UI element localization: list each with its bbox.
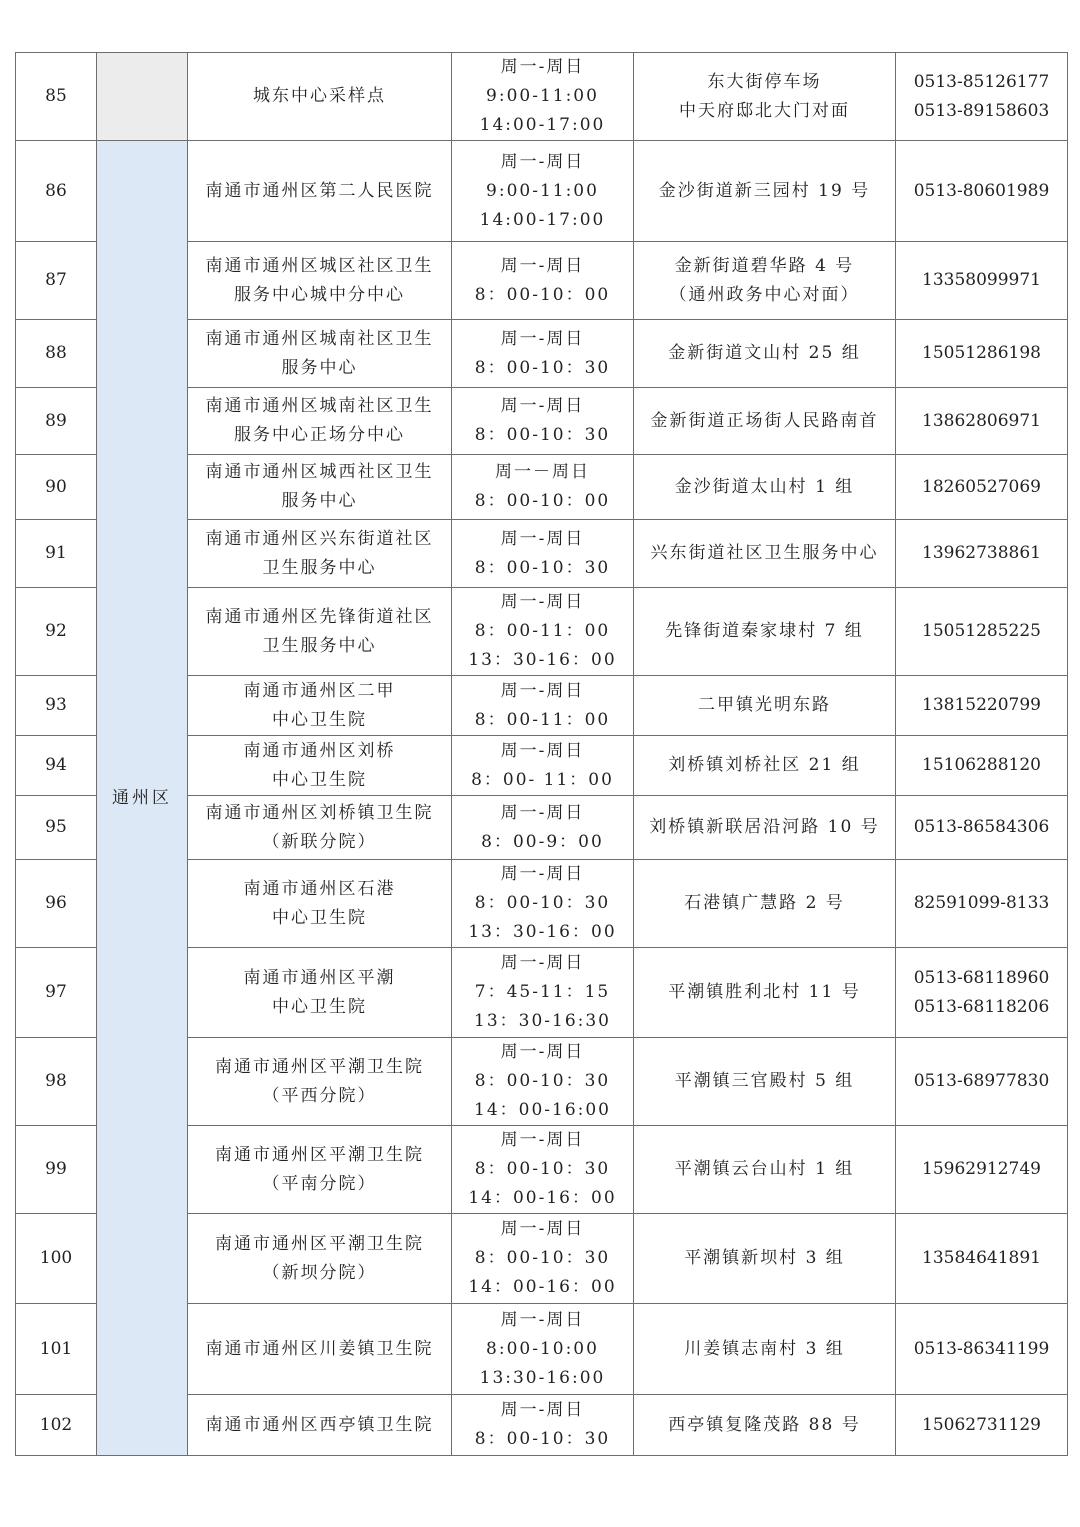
sampling-hours-line: 13：30-16:30 [474, 1011, 611, 1031]
row-number: 88 [16, 320, 97, 388]
site-name [188, 1038, 452, 1126]
contact-phone [896, 1395, 1068, 1456]
sampling-hours-line: 14：00-16：00 [468, 1277, 617, 1297]
site-address-line: 金新街道正场街人民路南首 [650, 410, 879, 431]
sampling-hours [452, 588, 634, 676]
site-address-line: 平潮镇胜利北村 11 号 [668, 982, 861, 1002]
row-number: 95 [16, 796, 97, 860]
site-name [188, 796, 452, 860]
row-number: 102 [16, 1395, 97, 1456]
site-name-line: 南通市通州区刘桥镇卫生院 [205, 802, 434, 823]
row-number: 97 [16, 948, 97, 1038]
site-name-line: 服务中心正场分中心 [234, 425, 405, 445]
site-name-line: 中心卫生院 [272, 769, 367, 790]
sampling-hours [452, 1395, 634, 1456]
sampling-hours-line: 14：00-16：00 [468, 1188, 617, 1208]
site-name-line: 南通市通州区城西社区卫生 [205, 462, 434, 482]
sampling-hours-line: 周一-周日 [500, 680, 585, 701]
site-address-line: 川姜镇志南村 3 组 [684, 1338, 845, 1359]
row-number: 89 [16, 388, 97, 455]
sampling-hours-line: 周一-周日 [500, 151, 585, 172]
sampling-hours [452, 1126, 634, 1214]
site-address-line: 先锋街道秦家埭村 7 组 [665, 621, 864, 641]
row-number: 99 [16, 1126, 97, 1214]
contact-phone-line: 0513-86341199 [913, 1338, 1050, 1359]
site-address [634, 588, 896, 676]
site-address [634, 948, 896, 1038]
site-name [188, 455, 452, 520]
sampling-hours [452, 53, 634, 141]
contact-phone [896, 388, 1068, 455]
sampling-hours-line: 周一-周日 [500, 802, 585, 823]
site-address-line: 平潮镇新坝村 3 组 [684, 1248, 845, 1268]
site-address-line: 刘桥镇刘桥社区 21 组 [668, 755, 861, 775]
contact-phone-line: 15051286198 [922, 343, 1041, 363]
site-name-line: 南通市通州区城南社区卫生 [205, 328, 434, 349]
sampling-hours [452, 455, 634, 520]
district-cell: 通州区 [97, 141, 188, 1456]
sampling-hours-line: 8：00-10：30 [474, 557, 611, 578]
district-cell [97, 53, 188, 141]
site-name-line: 卫生服务中心 [262, 635, 377, 656]
site-name-line: 南通市通州区石港 [243, 878, 396, 899]
site-address-line: 东大街停车场 [707, 71, 822, 92]
site-name [188, 141, 452, 242]
contact-phone [896, 1038, 1068, 1126]
site-address [634, 860, 896, 948]
site-address-line: （通州政务中心对面） [669, 284, 860, 305]
site-name [188, 588, 452, 676]
sampling-hours [452, 320, 634, 388]
contact-phone-line: 15106288120 [922, 755, 1041, 775]
sampling-hours-line: 周一-周日 [500, 1130, 585, 1150]
sampling-hours-line: 周一-周日 [500, 528, 585, 549]
contact-phone [896, 860, 1068, 948]
site-name [188, 676, 452, 736]
contact-phone-line: 15062731129 [922, 1414, 1041, 1435]
sampling-hours-line: 周一-周日 [500, 1042, 585, 1062]
sampling-hours-line: 13:30-16:00 [479, 1367, 606, 1388]
contact-phone-line: 0513-68977830 [913, 1071, 1050, 1091]
site-name-line: 南通市通州区刘桥 [243, 740, 396, 761]
row-number: 94 [16, 736, 97, 796]
site-address-line: 平潮镇三官殿村 5 组 [674, 1071, 855, 1091]
site-address [634, 1214, 896, 1304]
site-name [188, 242, 452, 320]
site-address [634, 455, 896, 520]
sampling-hours-line: 8：00-11：00 [474, 709, 611, 730]
contact-phone-line: 0513-68118960 [913, 967, 1050, 988]
site-name [188, 1304, 452, 1395]
sampling-hours [452, 1214, 634, 1304]
site-address [634, 1395, 896, 1456]
sampling-hours-line: 8：00-10：30 [474, 1071, 611, 1091]
site-name-line: 服务中心城中分中心 [234, 284, 405, 305]
sampling-hours [452, 796, 634, 860]
row-number: 93 [16, 676, 97, 736]
sampling-hours-line: 8：00- 11：00 [471, 769, 614, 790]
contact-phone [896, 242, 1068, 320]
contact-phone [896, 1126, 1068, 1214]
table-row [16, 53, 1068, 141]
site-address [634, 676, 896, 736]
row-number: 100 [16, 1214, 97, 1304]
site-address [634, 796, 896, 860]
sampling-hours [452, 736, 634, 796]
sampling-hours-line: 周一-周日 [500, 592, 585, 612]
sampling-hours-line: 8：00-10：00 [474, 284, 611, 305]
contact-phone [896, 1214, 1068, 1304]
site-name-line: 中心卫生院 [272, 996, 367, 1017]
site-name-line: 卫生服务中心 [262, 557, 377, 578]
site-name-line: 南通市通州区川姜镇卫生院 [205, 1338, 434, 1359]
site-name-line: （平南分院） [262, 1173, 377, 1194]
sampling-hours-line: 周一-周日 [500, 864, 585, 884]
site-name-line: 城东中心采样点 [253, 86, 386, 106]
row-number: 101 [16, 1304, 97, 1395]
sampling-hours-line: 8：00-11：00 [474, 621, 611, 641]
sampling-hours [452, 520, 634, 588]
site-address [634, 141, 896, 242]
contact-phone [896, 796, 1068, 860]
site-name-line: 中心卫生院 [272, 907, 367, 928]
sampling-hours [452, 1038, 634, 1126]
contact-phone-line: 15051285225 [922, 621, 1041, 641]
contact-phone-line: 0513-68118206 [913, 996, 1050, 1017]
row-number: 98 [16, 1038, 97, 1126]
site-name-line: 南通市通州区城南社区卫生 [205, 396, 434, 416]
contact-phone-line: 13584641891 [922, 1248, 1041, 1268]
contact-phone [896, 455, 1068, 520]
table-body [16, 53, 1068, 1456]
sampling-hours [452, 676, 634, 736]
sampling-hours-line: 周一-周日 [500, 953, 585, 973]
contact-phone-line: 13358099971 [922, 270, 1041, 290]
contact-phone [896, 520, 1068, 588]
sampling-hours-line: 13：30-16：00 [468, 922, 617, 942]
site-name [188, 520, 452, 588]
site-name [188, 948, 452, 1038]
row-number: 91 [16, 520, 97, 588]
site-name-line: （新联分院） [262, 831, 377, 852]
contact-phone-line: 0513-80601989 [913, 180, 1050, 201]
site-address [634, 1038, 896, 1126]
site-name-line: 南通市通州区第二人民医院 [205, 180, 434, 201]
sampling-hours-line: 周一-周日 [500, 740, 585, 761]
site-name [188, 1395, 452, 1456]
sampling-hours-line: 8：00-9：00 [481, 831, 604, 852]
sampling-hours-line: 9:00-11:00 [486, 86, 599, 106]
site-name [188, 388, 452, 455]
row-number: 86 [16, 141, 97, 242]
site-name-line: 南通市通州区先锋街道社区 [205, 606, 434, 627]
site-address-line: 兴东街道社区卫生服务中心 [650, 543, 879, 563]
site-name-line: 服务中心 [281, 357, 358, 378]
sampling-hours-line: 周一-周日 [500, 57, 585, 77]
site-address-line: 金新街道碧华路 4 号 [674, 255, 855, 276]
site-address [634, 520, 896, 588]
contact-phone-line: 13962738861 [922, 543, 1041, 563]
contact-phone [896, 676, 1068, 736]
sampling-hours-line: 8：00-10：30 [474, 425, 611, 445]
site-name [188, 320, 452, 388]
sampling-hours-line: 8：00-10：30 [474, 1248, 611, 1268]
contact-phone-line: 15962912749 [922, 1159, 1041, 1179]
contact-phone-line: 18260527069 [922, 476, 1041, 497]
contact-phone [896, 588, 1068, 676]
sampling-hours-line: 14:00-17:00 [479, 209, 606, 230]
sampling-hours-line: 周一-周日 [500, 1400, 585, 1420]
site-name [188, 1214, 452, 1304]
sampling-hours-line: 8：00-10：30 [474, 1429, 611, 1449]
contact-phone [896, 53, 1068, 141]
contact-phone-line: 0513-86584306 [913, 817, 1050, 837]
sampling-hours-line: 8：00-10：30 [474, 893, 611, 913]
site-name-line: 中心卫生院 [272, 709, 367, 730]
site-name-line: 服务中心 [281, 491, 358, 511]
site-name [188, 736, 452, 796]
contact-phone-line: 13815220799 [922, 695, 1041, 715]
site-name-line: 南通市通州区城区社区卫生 [205, 255, 434, 276]
site-address-line: 二甲镇光明东路 [698, 695, 831, 715]
sampling-hours-line: 周一-周日 [500, 1309, 585, 1330]
sampling-hours [452, 1304, 634, 1395]
sampling-hours [452, 388, 634, 455]
site-address [634, 53, 896, 141]
contact-phone [896, 948, 1068, 1038]
site-address-line: 平潮镇云台山村 1 组 [674, 1159, 855, 1179]
sampling-hours-line: 8：00-10：30 [474, 357, 611, 378]
contact-phone-line: 0513-89158603 [913, 100, 1050, 121]
contact-phone-line: 82591099-8133 [913, 893, 1050, 913]
site-name-line: 南通市通州区平潮 [243, 967, 396, 988]
site-name-line: 南通市通州区平潮卫生院 [215, 1144, 424, 1165]
sampling-hours-line: 7：45-11：15 [474, 982, 611, 1002]
row-number: 87 [16, 242, 97, 320]
site-address [634, 1126, 896, 1214]
site-name [188, 53, 452, 141]
site-name [188, 860, 452, 948]
site-address [634, 242, 896, 320]
sampling-hours-line: 8：00-10：00 [474, 491, 611, 511]
sampling-hours-line: 8:00-10:00 [486, 1338, 599, 1359]
site-address-line: 石港镇广慧路 2 号 [684, 893, 845, 913]
site-name-line: 南通市通州区平潮卫生院 [215, 1233, 424, 1254]
row-number: 85 [16, 53, 97, 141]
site-address [634, 388, 896, 455]
site-name-line: 南通市通州区兴东街道社区 [205, 528, 434, 549]
site-address [634, 320, 896, 388]
site-name-line: 南通市通州区平潮卫生院 [215, 1056, 424, 1077]
contact-phone [896, 736, 1068, 796]
site-name-line: 南通市通州区二甲 [243, 680, 396, 701]
sampling-hours-line: 周一－周日 [495, 462, 590, 482]
site-address-line: 金沙街道新三园村 19 号 [658, 180, 871, 201]
site-address-line: 中天府邸北大门对面 [679, 100, 850, 121]
sampling-hours-line: 周一-周日 [500, 1219, 585, 1239]
sampling-hours-line: 13：30-16：00 [468, 650, 617, 670]
site-name [188, 1126, 452, 1214]
contact-phone [896, 141, 1068, 242]
sampling-hours-line: 周一-周日 [500, 328, 585, 349]
site-name-line: （平西分院） [262, 1085, 377, 1106]
sampling-hours-line: 9:00-11:00 [486, 180, 599, 201]
sampling-hours-line: 周一-周日 [500, 255, 585, 276]
sampling-hours [452, 948, 634, 1038]
site-address-line: 金沙街道太山村 1 组 [674, 476, 855, 497]
site-name-line: （新坝分院） [262, 1262, 377, 1283]
sampling-hours-line: 周一-周日 [500, 396, 585, 416]
site-address-line: 金新街道文山村 25 组 [668, 343, 861, 363]
row-number: 90 [16, 455, 97, 520]
site-address [634, 1304, 896, 1395]
site-address [634, 736, 896, 796]
contact-phone [896, 1304, 1068, 1395]
sampling-sites-table [15, 52, 1068, 1456]
table-row [16, 141, 1068, 242]
row-number: 92 [16, 588, 97, 676]
site-address-line: 刘桥镇新联居沿河路 10 号 [649, 817, 880, 837]
site-name-line: 南通市通州区西亭镇卫生院 [205, 1414, 434, 1435]
sampling-hours-line: 14：00-16:00 [474, 1100, 611, 1120]
sampling-hours-line: 14:00-17:00 [479, 115, 606, 135]
sampling-hours [452, 860, 634, 948]
sampling-hours [452, 141, 634, 242]
site-address-line: 西亭镇复隆茂路 88 号 [668, 1414, 861, 1435]
contact-phone-line: 13862806971 [922, 410, 1041, 431]
row-number: 96 [16, 860, 97, 948]
contact-phone [896, 320, 1068, 388]
contact-phone-line: 0513-85126177 [913, 71, 1050, 92]
sampling-hours [452, 242, 634, 320]
sampling-hours-line: 8：00-10：30 [474, 1159, 611, 1179]
